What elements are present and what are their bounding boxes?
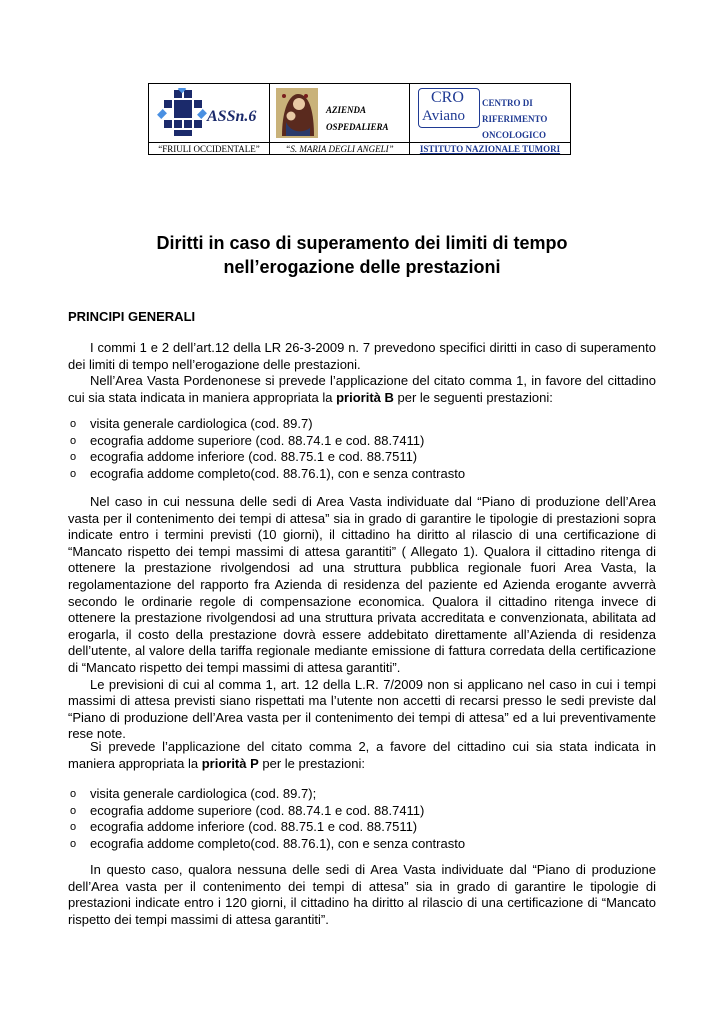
list-item: o ecografia addome superiore (cod. 88.74.1 e cod. 88.7411) <box>70 802 425 818</box>
cro-footer: ISTITUTO NAZIONALE TUMORI <box>419 144 561 154</box>
ass6-logo-cell <box>149 84 270 154</box>
p5-text-bold: priorità P <box>201 755 259 771</box>
list-priority-p <box>68 786 656 852</box>
p1-text: I commi 1 e 2 dell’art.12 della LR 26-3-2009 n. 7 prevedono specifici diritti in caso di superamento dei limiti di tempo nell’erogazione delle prestazioni. <box>68 340 656 372</box>
list-item: o visita generale cardiologica (cod. 89.7); <box>70 786 317 801</box>
cro-logo-cell <box>410 84 570 154</box>
paragraph-1 <box>68 340 656 406</box>
title-line2: nell’erogazione delle prestazioni <box>223 257 501 277</box>
p5-text-pre: Si prevede l’applicazione del citato comma 2, a favore del cittadino cui sia stata indicata in maniera appropriata la <box>68 739 656 771</box>
list-item: o ecografia addome completo(cod. 88.76.1), con e senza contrasto <box>70 835 466 851</box>
list-item: o ecografia addome completo(cod. 88.76.1), con e senza contrasto <box>70 465 466 481</box>
p2-text-bold: priorità B <box>336 389 394 405</box>
cro-logo-box <box>418 88 480 128</box>
azienda-line1: AZIENDA <box>326 105 367 115</box>
letterhead <box>148 83 571 155</box>
document-title <box>0 231 724 279</box>
p2-text-pre: Nell’Area Vasta Pordenonese si prevede l’applicazione del citato comma 1, in favore del cittadino cui sia stata indicata in maniera appropriata la <box>68 373 656 405</box>
paragraph-3 <box>68 494 656 743</box>
cro-side-line3: ONCOLOGICO <box>482 130 547 140</box>
azienda-footer: “S. MARIA DEGLI ANGELI” <box>285 144 394 154</box>
madonna-icon <box>276 88 318 138</box>
header-divider <box>149 142 570 143</box>
cro-description <box>482 95 547 143</box>
p4-text: Le previsioni di cui al comma 1, art. 12 della L.R. 7/2009 non si applicano nel caso in cui i tempi massimi di attesa previsti siano rispettati ma l’utente non accetti di recarsi presso le sedi previste dal “Piano di produzione dell’Area vasta per il contenimento dei tempi di attesa” ed a lui preventivamente rese note. <box>68 676 656 742</box>
cro-logo-city: Aviano <box>422 108 466 124</box>
azienda-name <box>326 102 389 136</box>
cro-side-line1: CENTRO DI <box>482 98 533 108</box>
cro-logo-text: CRO <box>431 89 464 106</box>
list-item: o ecografia addome inferiore (cod. 88.75.1 e cod. 88.7511) <box>70 449 418 465</box>
azienda-line2: OSPEDALIERA <box>326 122 389 132</box>
list-item: o ecografia addome inferiore (cod. 88.75.1 e cod. 88.7511) <box>70 819 418 835</box>
list-item: o ecografia addome superiore (cod. 88.74.1 e cod. 88.7411) <box>70 432 425 448</box>
p6-text: In questo caso, qualora nessuna delle sedi di Area Vasta individuate dal “Piano di produzione dell’Area vasta per il contenimento dei tempi di attesa” sia in grado di garantire le tipologie di prestazioni indicate entro i 120 giorni, il cittadino ha diritto al rilascio di una certificazione di “Mancato rispetto dei tempi massimi di attesa garantiti”. <box>68 862 656 927</box>
list-priority-b <box>68 416 656 482</box>
paragraph-5 <box>68 739 656 772</box>
title-line1: Diritti in caso di superamento dei limiti di tempo <box>156 233 568 253</box>
list-item: o visita generale cardiologica (cod. 89.7) <box>70 416 313 431</box>
azienda-logo-cell <box>270 84 410 154</box>
p5-text-post: per le prestazioni: <box>258 755 366 771</box>
section-heading: PRINCIPI GENERALI <box>68 309 196 324</box>
p3-text: Nel caso in cui nessuna delle sedi di Area Vasta individuate dal “Piano di produzione dell’Area vasta per il contenimento dei tempi di attesa” sia in grado di garantire le tipologie di prestazioni sopra indicate entro i termini previsti (10 giorni), il cittadino ha diritto al rilascio di una certificazione di “Mancato rispetto dei tempi massimi di attesa garantiti” ( Allegato 1). Qualora il cittadino ritenga di ottenere la prestazione rivolgendosi ad una struttura pubblica regionale fuori Area Vasta, la regolamentazione del rapporto fra Azienda di residenza del paziente ed Azienda erogante avverrà secondo le ordinarie regole di compensazione economica. Qualora il cittadino ritenga invece di ottenere la prestazione rivolgendosi ad una struttura privata accreditata e convenzionata, abilitata ad erogarla, il costo della prestazione dovrà essere addebitato direttamente all’Azienda di residenza dell’utente, al valore della tariffa regionale mediante emissione di fattura corredata della certificazione di “Mancato rispetto dei tempi massimi di attesa garantiti”. <box>68 494 656 675</box>
paragraph-6 <box>68 862 656 928</box>
ass6-logo-icon <box>157 88 207 138</box>
ass6-footer: “FRIULI OCCIDENTALE” <box>158 144 260 154</box>
ass6-logo-text: ASSn.6 <box>207 108 257 125</box>
cro-side-line2: RIFERIMENTO <box>482 114 548 124</box>
p2-text-post: per le seguenti prestazioni: <box>393 389 553 405</box>
